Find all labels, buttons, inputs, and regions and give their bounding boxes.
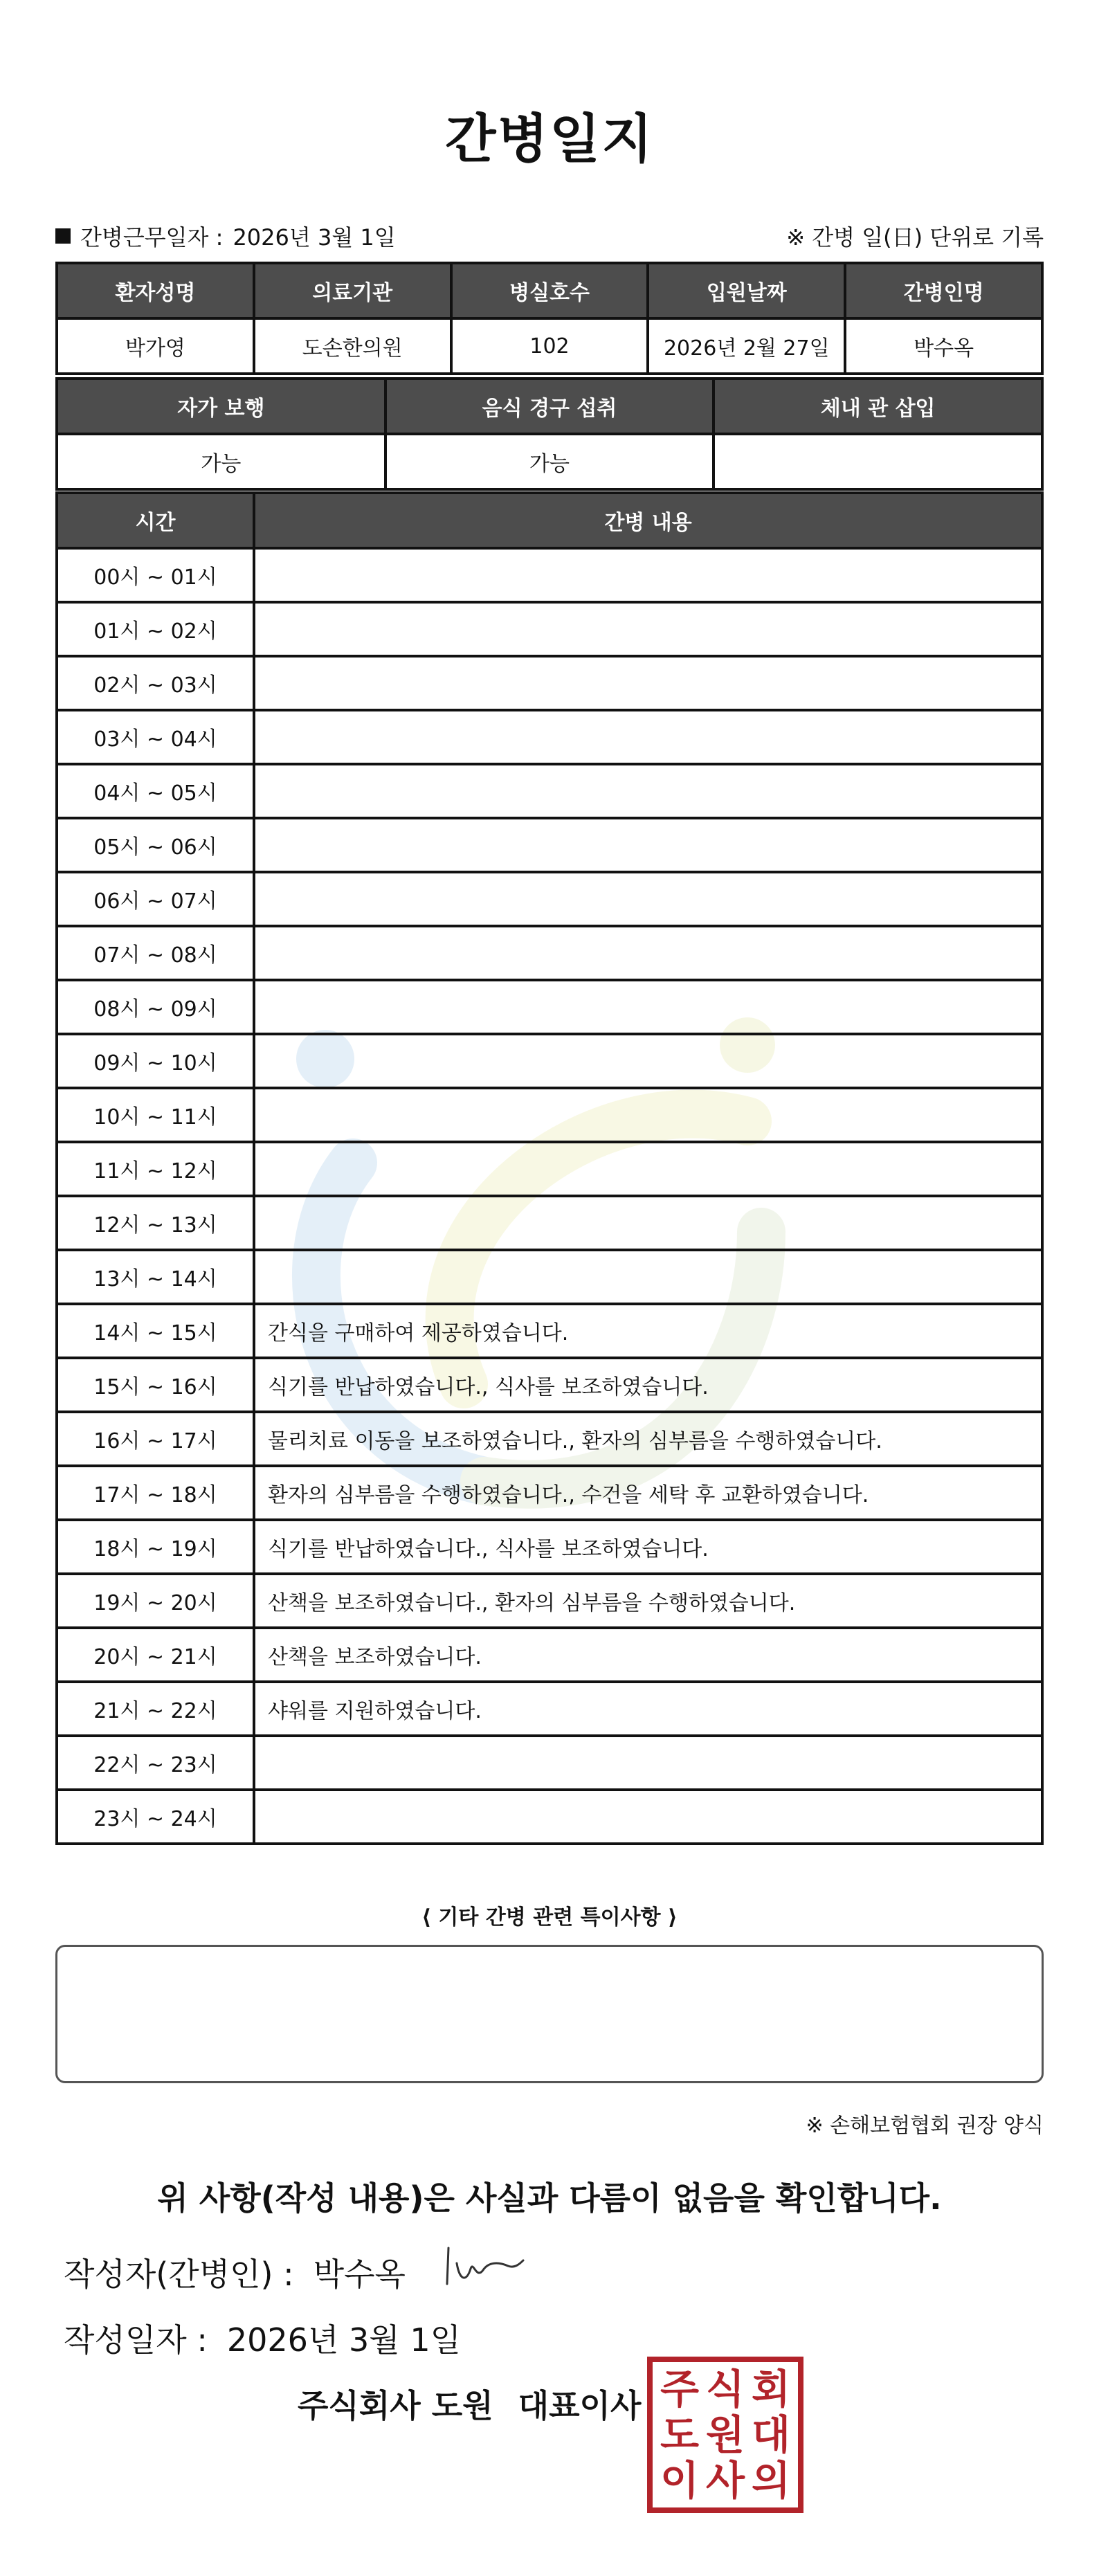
header-self-walking: 자가 보행 bbox=[57, 379, 385, 434]
care-log-row bbox=[57, 1358, 1042, 1412]
care-log-content: 산책을 보조하였습니다. bbox=[254, 1628, 1042, 1682]
care-log-time: 04시 ~ 05시 bbox=[57, 764, 254, 818]
writer-label: 작성자(간병인) : bbox=[64, 2256, 294, 2293]
care-log-time: 14시 ~ 15시 bbox=[57, 1304, 254, 1358]
care-log-time: 03시 ~ 04시 bbox=[57, 710, 254, 764]
care-log-content bbox=[254, 710, 1042, 764]
header-hospital: 의료기관 bbox=[254, 263, 451, 318]
care-log-row bbox=[57, 818, 1042, 872]
seal-char: 식 bbox=[705, 2366, 745, 2413]
care-log-time: 02시 ~ 03시 bbox=[57, 656, 254, 710]
care-log-time: 19시 ~ 20시 bbox=[57, 1574, 254, 1628]
header-oral-intake: 음식 경구 섭취 bbox=[385, 379, 714, 434]
care-log-time: 23시 ~ 24시 bbox=[57, 1790, 254, 1844]
care-log-row bbox=[57, 764, 1042, 818]
seal-char: 대 bbox=[751, 2411, 791, 2458]
write-date-line bbox=[64, 2315, 461, 2361]
special-notes-box bbox=[55, 1945, 1044, 2083]
square-bullet-icon bbox=[55, 228, 71, 244]
seal-char: 이 bbox=[660, 2457, 700, 2504]
care-log-content bbox=[254, 1142, 1042, 1196]
ability-info-table bbox=[55, 377, 1044, 491]
patient-name-value: 박가영 bbox=[57, 318, 254, 374]
care-log-content bbox=[254, 1196, 1042, 1250]
care-log-time: 11시 ~ 12시 bbox=[57, 1142, 254, 1196]
company-signature-line bbox=[298, 2381, 641, 2427]
header-room-number: 병실호수 bbox=[451, 263, 648, 318]
care-log-time: 07시 ~ 08시 bbox=[57, 926, 254, 980]
care-log-time: 17시 ~ 18시 bbox=[57, 1466, 254, 1520]
care-log-row bbox=[57, 980, 1042, 1034]
confirmation-statement: 위 사항(작성 내용)은 사실과 다름이 없음을 확인합니다. bbox=[157, 2179, 942, 2217]
form-source-note: ※ 손해보험협회 권장 양식 bbox=[806, 2114, 1044, 2138]
care-log-row bbox=[57, 926, 1042, 980]
care-log-content bbox=[254, 1736, 1042, 1790]
care-log-content: 간식을 구매하여 제공하였습니다. bbox=[254, 1304, 1042, 1358]
care-log-row bbox=[57, 1574, 1042, 1628]
care-log-row bbox=[57, 548, 1042, 602]
patient-info-table bbox=[55, 262, 1044, 375]
header-time: 시간 bbox=[57, 493, 254, 548]
care-log-content bbox=[254, 926, 1042, 980]
care-log-time: 10시 ~ 11시 bbox=[57, 1088, 254, 1142]
oral-intake-value: 가능 bbox=[385, 434, 714, 489]
company-seal-stamp bbox=[647, 2357, 803, 2513]
care-log-content bbox=[254, 602, 1042, 656]
care-log-row bbox=[57, 1250, 1042, 1304]
care-log-row bbox=[57, 1520, 1042, 1574]
care-log-content bbox=[254, 980, 1042, 1034]
care-log-time: 06시 ~ 07시 bbox=[57, 872, 254, 926]
care-log-content: 환자의 심부름을 수행하였습니다., 수건을 세탁 후 교환하였습니다. bbox=[254, 1466, 1042, 1520]
company-role: 대표이사 bbox=[518, 2387, 642, 2424]
tube-insertion-value bbox=[714, 434, 1042, 489]
seal-char: 사 bbox=[705, 2457, 745, 2504]
care-log-row bbox=[57, 1088, 1042, 1142]
care-log-content bbox=[254, 818, 1042, 872]
header-caregiver-name: 간병인명 bbox=[845, 263, 1042, 318]
care-log-time: 13시 ~ 14시 bbox=[57, 1250, 254, 1304]
care-log-content: 산책을 보조하였습니다., 환자의 심부름을 수행하였습니다. bbox=[254, 1574, 1042, 1628]
work-date-value: 2026년 3월 1일 bbox=[233, 224, 396, 251]
seal-char: 의 bbox=[751, 2457, 791, 2504]
care-log-content bbox=[254, 764, 1042, 818]
care-log-content: 식기를 반납하였습니다., 식사를 보조하였습니다. bbox=[254, 1520, 1042, 1574]
care-log-content bbox=[254, 656, 1042, 710]
care-log-time: 09시 ~ 10시 bbox=[57, 1034, 254, 1088]
care-log-time: 08시 ~ 09시 bbox=[57, 980, 254, 1034]
self-walking-value: 가능 bbox=[57, 434, 385, 489]
care-log-row bbox=[57, 1412, 1042, 1466]
care-log-content bbox=[254, 548, 1042, 602]
page-title: 간병일지 bbox=[445, 108, 654, 170]
care-log-row bbox=[57, 1628, 1042, 1682]
header-care-content: 간병 내용 bbox=[254, 493, 1042, 548]
care-log-row bbox=[57, 1466, 1042, 1520]
care-log-content bbox=[254, 872, 1042, 926]
care-log-row bbox=[57, 1034, 1042, 1088]
care-log-row bbox=[57, 710, 1042, 764]
patient-info-value-row bbox=[57, 318, 1042, 374]
care-log-row bbox=[57, 1196, 1042, 1250]
care-log-time: 01시 ~ 02시 bbox=[57, 602, 254, 656]
care-log-time: 21시 ~ 22시 bbox=[57, 1682, 254, 1736]
care-log-content bbox=[254, 1088, 1042, 1142]
write-date-label: 작성일자 : bbox=[64, 2321, 208, 2359]
notes-title: ⟨ 기타 간병 관련 특이사항 ⟩ bbox=[421, 1905, 678, 1930]
header-tube-insertion: 체내 관 삽입 bbox=[714, 379, 1042, 434]
seal-char: 회 bbox=[751, 2366, 791, 2413]
care-log-time: 15시 ~ 16시 bbox=[57, 1358, 254, 1412]
care-log-body bbox=[57, 548, 1042, 1844]
care-log-content: 물리치료 이동을 보조하였습니다., 환자의 심부름을 수행하였습니다. bbox=[254, 1412, 1042, 1466]
care-log-time: 22시 ~ 23시 bbox=[57, 1736, 254, 1790]
care-log-time: 20시 ~ 21시 bbox=[57, 1628, 254, 1682]
care-log-row bbox=[57, 602, 1042, 656]
record-unit-note: ※ 간병 일(日) 단위로 기록 bbox=[786, 224, 1044, 251]
ability-info-value-row bbox=[57, 434, 1042, 489]
care-log-row bbox=[57, 1736, 1042, 1790]
work-date-label: 간병근무일자 : bbox=[80, 224, 224, 251]
care-log-row bbox=[57, 1790, 1042, 1844]
room-number-value: 102 bbox=[451, 318, 648, 374]
write-date-value: 2026년 3월 1일 bbox=[226, 2321, 462, 2359]
seal-char: 도 bbox=[660, 2411, 700, 2458]
ability-info-header-row bbox=[57, 379, 1042, 434]
care-log-row bbox=[57, 1304, 1042, 1358]
signature-icon bbox=[443, 2242, 526, 2291]
care-log-header-row bbox=[57, 493, 1042, 548]
writer-value: 박수옥 bbox=[313, 2256, 406, 2293]
company-name: 주식회사 도원 bbox=[298, 2387, 493, 2424]
care-log-content bbox=[254, 1790, 1042, 1844]
care-log-content bbox=[254, 1034, 1042, 1088]
caregiver-name-value: 박수옥 bbox=[845, 318, 1042, 374]
header-patient-name: 환자성명 bbox=[57, 263, 254, 318]
care-log-time: 16시 ~ 17시 bbox=[57, 1412, 254, 1466]
work-date-line bbox=[55, 220, 396, 252]
care-log-content: 샤워를 지원하였습니다. bbox=[254, 1682, 1042, 1736]
hospital-value: 도손한의원 bbox=[254, 318, 451, 374]
care-log-row bbox=[57, 1682, 1042, 1736]
header-admission-date: 입원날짜 bbox=[648, 263, 845, 318]
care-log-content: 식기를 반납하였습니다., 식사를 보조하였습니다. bbox=[254, 1358, 1042, 1412]
seal-char: 주 bbox=[660, 2366, 700, 2413]
care-log-time: 00시 ~ 01시 bbox=[57, 548, 254, 602]
care-log-row bbox=[57, 872, 1042, 926]
care-log-time: 18시 ~ 19시 bbox=[57, 1520, 254, 1574]
care-log-time: 05시 ~ 06시 bbox=[57, 818, 254, 872]
seal-char: 원 bbox=[705, 2411, 745, 2458]
writer-line bbox=[64, 2249, 406, 2295]
care-log-table bbox=[55, 491, 1044, 1845]
care-log-content bbox=[254, 1250, 1042, 1304]
admission-date-value: 2026년 2월 27일 bbox=[648, 318, 845, 374]
care-log-time: 12시 ~ 13시 bbox=[57, 1196, 254, 1250]
care-log-row bbox=[57, 1142, 1042, 1196]
patient-info-header-row bbox=[57, 263, 1042, 318]
care-log-row bbox=[57, 656, 1042, 710]
